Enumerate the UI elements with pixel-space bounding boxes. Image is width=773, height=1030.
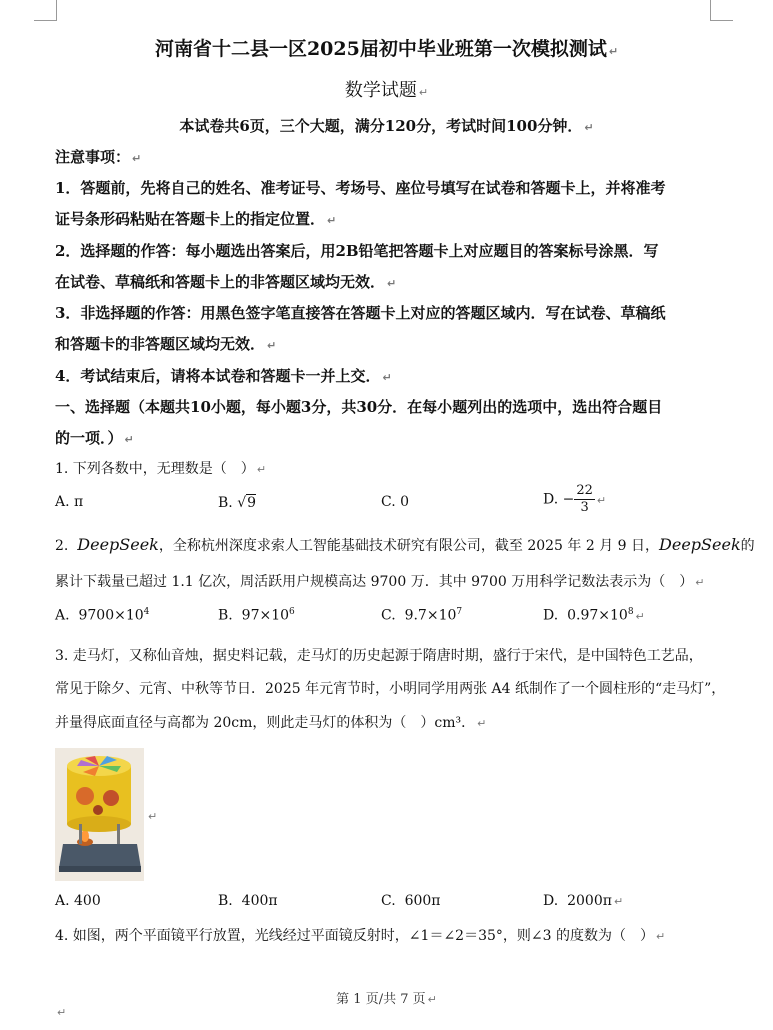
notice-item-2-line-2: 在试卷、草稿纸和答题卡上的非答题区域均无效． ↵ — [55, 273, 397, 291]
crop-mark-left — [34, 0, 57, 21]
notice-heading: 注意事项： ↵ — [55, 148, 142, 166]
question-1-stem: 1. 下列各数中，无理数是（ ） ↵ — [55, 461, 267, 477]
question-2-option-c: C. $9.7\times 10^7$ — [381, 607, 463, 624]
section-heading-line-1: 一、选择题（本题共10小题，每小题3分，共30分．在每小题列出的选项中，选出符合题目 — [55, 398, 663, 416]
question-3-line-2: 常见于除夕、元宵、中秋等节日．2025 年元宵节时，小明同学用两张 A4 纸制作了一个圆柱形的“走马灯”， — [55, 681, 726, 697]
question-2-line-1: 2. DeepSeek，全称杭州深度求索人工智能基础技术研究有限公司，截至 2025 年 2 月 9 日，DeepSeek的 — [55, 535, 755, 554]
lantern-illustration — [55, 748, 144, 881]
notice-item-3-line-2: 和答题卡的非答题区域均无效． ↵ — [55, 335, 277, 353]
question-3-line-3: 并量得底面直径与高都为 20cm，则此走马灯的体积为（ ）cm³． ↵ — [55, 715, 487, 731]
question-3-option-a: A. 400 — [55, 893, 101, 909]
subject-title: 数学试题 ↵ — [344, 80, 429, 101]
question-1-option-b: B. √9 — [218, 495, 257, 511]
lantern-photo — [55, 748, 144, 881]
notice-item-2-line-1: 2．选择题的作答：每小题选出答案后，用2B铅笔把答题卡上对应题目的答案标号涂黑．写 — [55, 242, 659, 260]
notice-item-3-line-1: 3．非选择题的作答：用黑色签字笔直接答在答题卡上对应的答题区域内．写在试卷、草稿纸 — [55, 304, 666, 322]
question-2-option-b: B. $97\times 10^6$ — [218, 607, 295, 624]
question-3-option-d: D. 2000π ↵ — [543, 893, 624, 909]
question-2-line-2: 累计下载量已超过 1.1 亿次，周活跃用户规模高达 9700 万．其中 9700 万用科学记数法表示为（ ） ↵ — [55, 574, 705, 590]
question-1-option-d: D. − $\frac{22}{3}$ ↵ — [543, 483, 607, 515]
exam-info: 本试卷共6页，三个大题，满分120分，考试时间100分钟． ↵ — [179, 117, 594, 135]
paragraph-mark: ↵ — [148, 810, 158, 823]
question-1-option-c: C. 0 — [381, 494, 410, 510]
fraction: $\frac{22}{3}$ — [576, 483, 593, 515]
question-4-stem: 4. 如图，两个平面镜平行放置，光线经过平面镜反射时，∠1＝∠2＝35°，则∠3 的度数为（ ） ↵ — [55, 928, 666, 944]
notice-item-4: 4．考试结束后，请将本试卷和答题卡一并上交． ↵ — [55, 367, 392, 385]
question-2-option-d: D. $0.97\times 10^8$ ↵ — [543, 607, 645, 624]
question-3-line-1: 3. 走马灯，又称仙音烛，据史料记载，走马灯的历史起源于隋唐时期，盛行于宋代，是中国特色工艺品， — [55, 648, 703, 664]
question-3-option-b: B. 400π — [218, 893, 278, 909]
paragraph-mark: ↵ — [57, 1006, 67, 1019]
notice-item-1-line-2: 证号条形码粘贴在答题卡上的指定位置． ↵ — [55, 210, 337, 228]
exam-title: 河南省十二县一区2025届初中毕业班第一次模拟测试 ↵ — [154, 38, 619, 60]
page-footer: 第 1 页/共 7 页 ↵ — [336, 992, 437, 1007]
question-3-option-c: C. 600π — [381, 893, 441, 909]
crop-mark-right — [710, 0, 733, 21]
section-heading-line-2: 的一项．） ↵ — [55, 429, 134, 447]
question-1-option-a: A. π — [55, 494, 84, 510]
notice-item-1-line-1: 1．答题前，先将自己的姓名、准考证号、考场号、座位号填写在试卷和答题卡上，并将准考 — [55, 179, 666, 197]
question-2-option-a: A. $9700\times 10^4$ — [55, 607, 150, 624]
